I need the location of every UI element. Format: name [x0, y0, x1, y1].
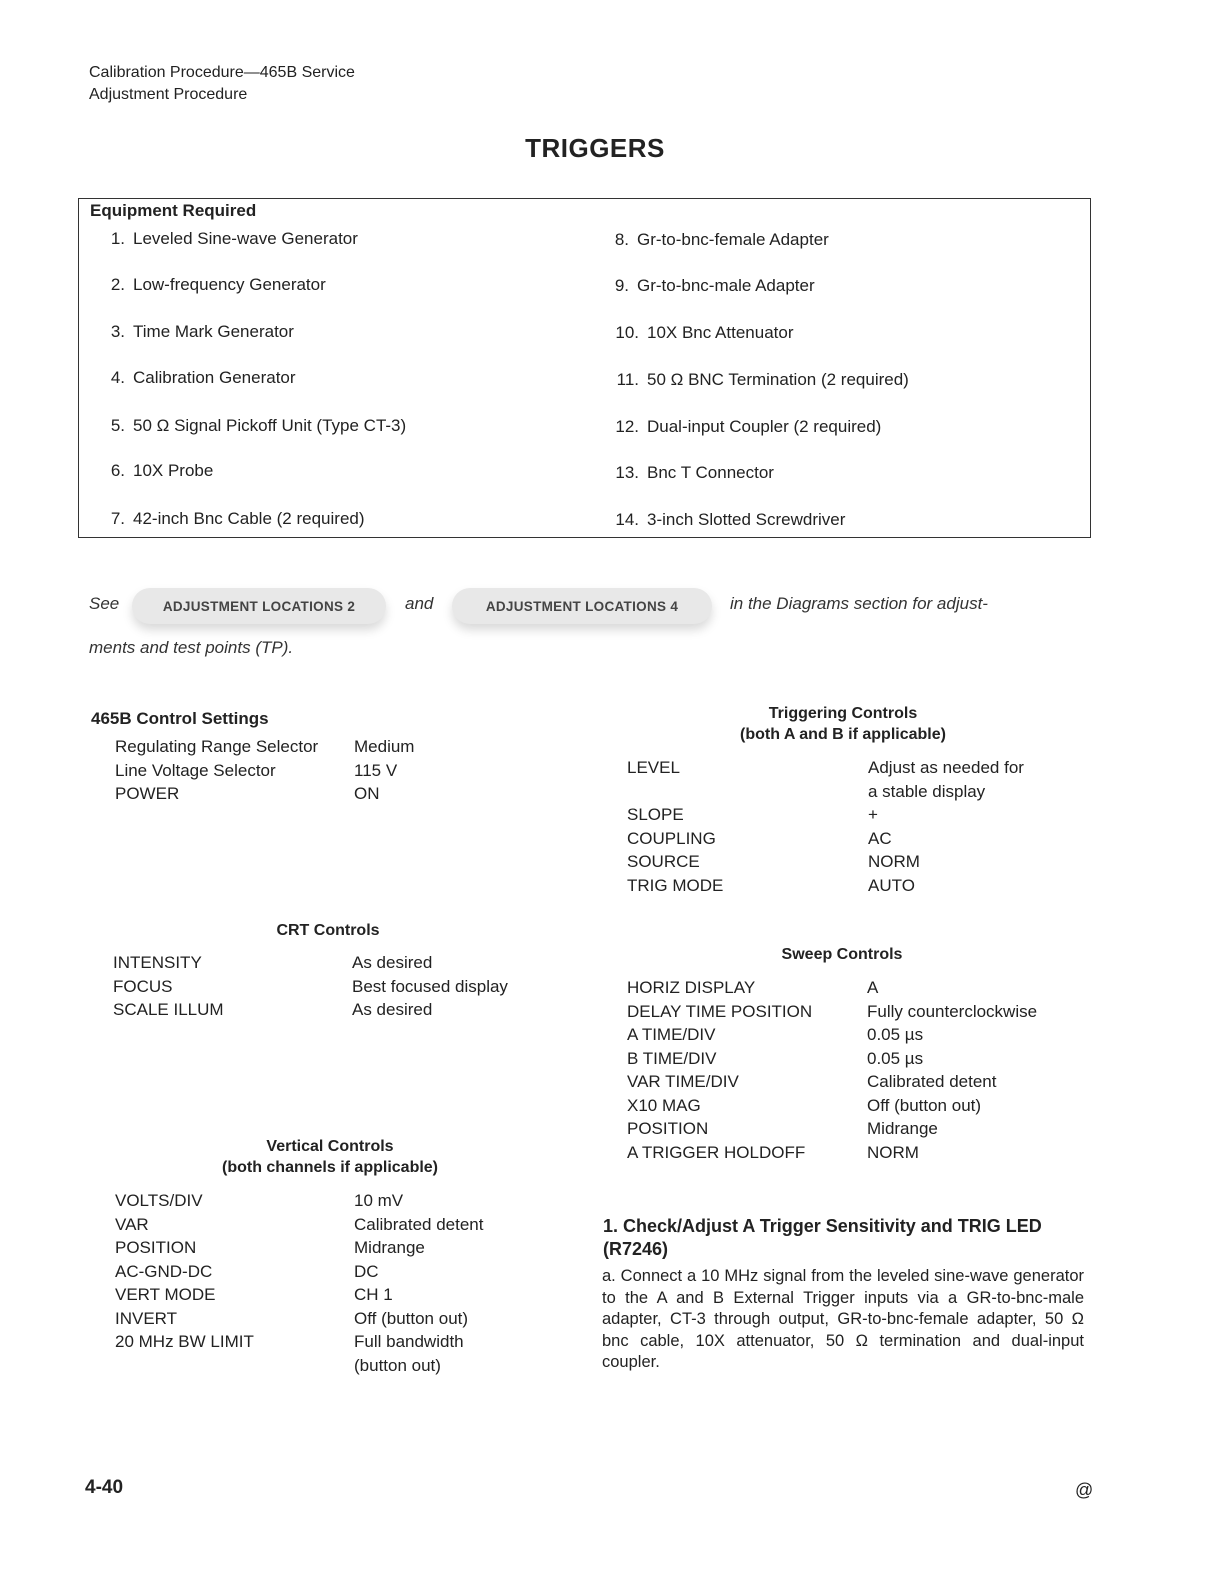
setting-row: SCALE ILLUM As desired	[113, 1000, 433, 1019]
equipment-item: 6. 10X Probe	[110, 461, 214, 480]
setting-row: A TRIGGER HOLDOFF NORM	[627, 1142, 919, 1162]
equipment-item: 3. Time Mark Generator	[110, 322, 294, 341]
equipment-item: 5. 50 Ω Signal Pickoff Unit (Type CT-3)	[110, 416, 407, 435]
vertical-controls-title: Vertical Controls	[266, 1138, 394, 1155]
setting-row: SLOPE +	[627, 805, 878, 824]
setting-row: Line Voltage Selector 115 V	[115, 760, 398, 780]
equipment-item: 9. Gr-to-bnc-male Adapter	[614, 276, 815, 295]
setting-row: VAR Calibrated detent	[115, 1214, 484, 1234]
running-header	[89, 62, 355, 106]
setting-row: HORIZ DISPLAY A	[627, 978, 879, 997]
equipment-item: 7. 42-inch Bnc Cable (2 required)	[110, 509, 365, 528]
setting-row: B TIME/DIV 0.05 µs	[627, 1048, 924, 1068]
publisher-mark: @	[1075, 1480, 1094, 1500]
setting-row: POWER ON	[115, 784, 380, 803]
equipment-item: 2. Low-frequency Generator	[110, 275, 326, 294]
header-line-1: Calibration Procedure—465B Service	[89, 64, 355, 81]
equipment-required-box	[78, 198, 1091, 538]
setting-row: TRIG MODE AUTO	[627, 875, 915, 895]
and-label: and	[405, 594, 434, 613]
triggering-controls-heading	[683, 703, 1003, 745]
setting-row: VAR TIME/DIV Calibrated detent	[627, 1072, 997, 1091]
vertical-controls-subtitle: (both channels if applicable)	[221, 1159, 439, 1176]
adjustment-locations-4-button[interactable]: ADJUSTMENT LOCATIONS 4	[452, 588, 712, 624]
setting-row: INTENSITY As desired	[113, 953, 433, 972]
setting-row: 20 MHz BW LIMIT Full bandwidth	[115, 1332, 464, 1351]
setting-row: A TIME/DIV 0.05 µs	[627, 1025, 924, 1044]
setting-row: POSITION Midrange	[627, 1119, 938, 1138]
crt-controls-heading: CRT Controls	[276, 922, 380, 939]
setting-row: (button out)	[354, 1355, 441, 1375]
setting-row: a stable display	[868, 781, 986, 801]
setting-row: Regulating Range Selector Medium	[115, 737, 415, 756]
sweep-controls-table	[627, 976, 1037, 1164]
see-note-rest: in the Diagrams section for adjust-	[730, 594, 988, 613]
equipment-item: 10. 10X Bnc Attenuator	[615, 323, 794, 342]
setting-row: X10 MAG Off (button out)	[627, 1095, 982, 1115]
setting-row: FOCUS Best focused display	[113, 976, 508, 996]
equipment-item: 14. 3-inch Slotted Screwdriver	[615, 510, 846, 529]
equipment-item: 11. 50 Ω BNC Termination (2 required)	[616, 370, 909, 389]
equipment-item: 1. Leveled Sine-wave Generator	[110, 229, 358, 248]
equipment-item: 4. Calibration Generator	[110, 368, 296, 387]
page-title: TRIGGERS	[525, 133, 665, 163]
triggering-controls-title: Triggering Controls	[768, 705, 918, 722]
sweep-controls-heading: Sweep Controls	[781, 946, 903, 963]
equipment-heading: Equipment Required	[90, 201, 257, 220]
setting-row: LEVEL Adjust as needed for	[627, 758, 1024, 777]
setting-row: AC-GND-DC DC	[115, 1261, 379, 1281]
setting-row: VOLTS/DIV 10 mV	[115, 1191, 404, 1210]
header-line-2: Adjustment Procedure	[89, 86, 248, 103]
page-number: 4-40	[85, 1477, 124, 1498]
crt-controls-table	[113, 951, 508, 1022]
setting-row: COUPLING AC	[627, 828, 892, 848]
see-label: See	[89, 594, 120, 613]
step-1-heading: 1. Check/Adjust A Trigger Sensitivity and TRIG LED (R7246)	[603, 1216, 1042, 1259]
see-note-line-2: ments and test points (TP).	[89, 638, 294, 657]
equipment-item: 13. Bnc T Connector	[615, 463, 774, 482]
setting-row: SOURCE NORM	[627, 852, 920, 871]
equipment-item: 8. Gr-to-bnc-female Adapter	[614, 230, 829, 249]
vertical-controls-table	[115, 1189, 483, 1377]
setting-row: VERT MODE CH 1	[115, 1285, 393, 1304]
equipment-item: 12. Dual-input Coupler (2 required)	[615, 417, 882, 436]
vertical-controls-heading	[170, 1136, 490, 1178]
setting-row: POSITION Midrange	[115, 1238, 425, 1257]
control-settings-heading: 465B Control Settings	[91, 709, 269, 728]
setting-row: DELAY TIME POSITION Fully counterclockwise	[627, 1001, 1038, 1021]
control-settings-table	[115, 735, 414, 806]
adjustment-locations-2-button[interactable]: ADJUSTMENT LOCATIONS 2	[132, 588, 386, 624]
step-1-paragraph: a. Connect a 10 MHz signal from the leveled sine-wave generator to the A and B External Trigger inputs via a GR-to-bnc-male adapter, CT-3 through output, GR-to-bnc-female adapter, 50 Ω bnc cable, 10X attenuator, 50 Ω termination and dual-input coupler.	[602, 1267, 1084, 1371]
triggering-controls-subtitle: (both A and B if applicable)	[740, 726, 946, 743]
setting-row: INVERT Off (button out)	[115, 1308, 469, 1328]
triggering-controls-table	[627, 756, 1024, 897]
